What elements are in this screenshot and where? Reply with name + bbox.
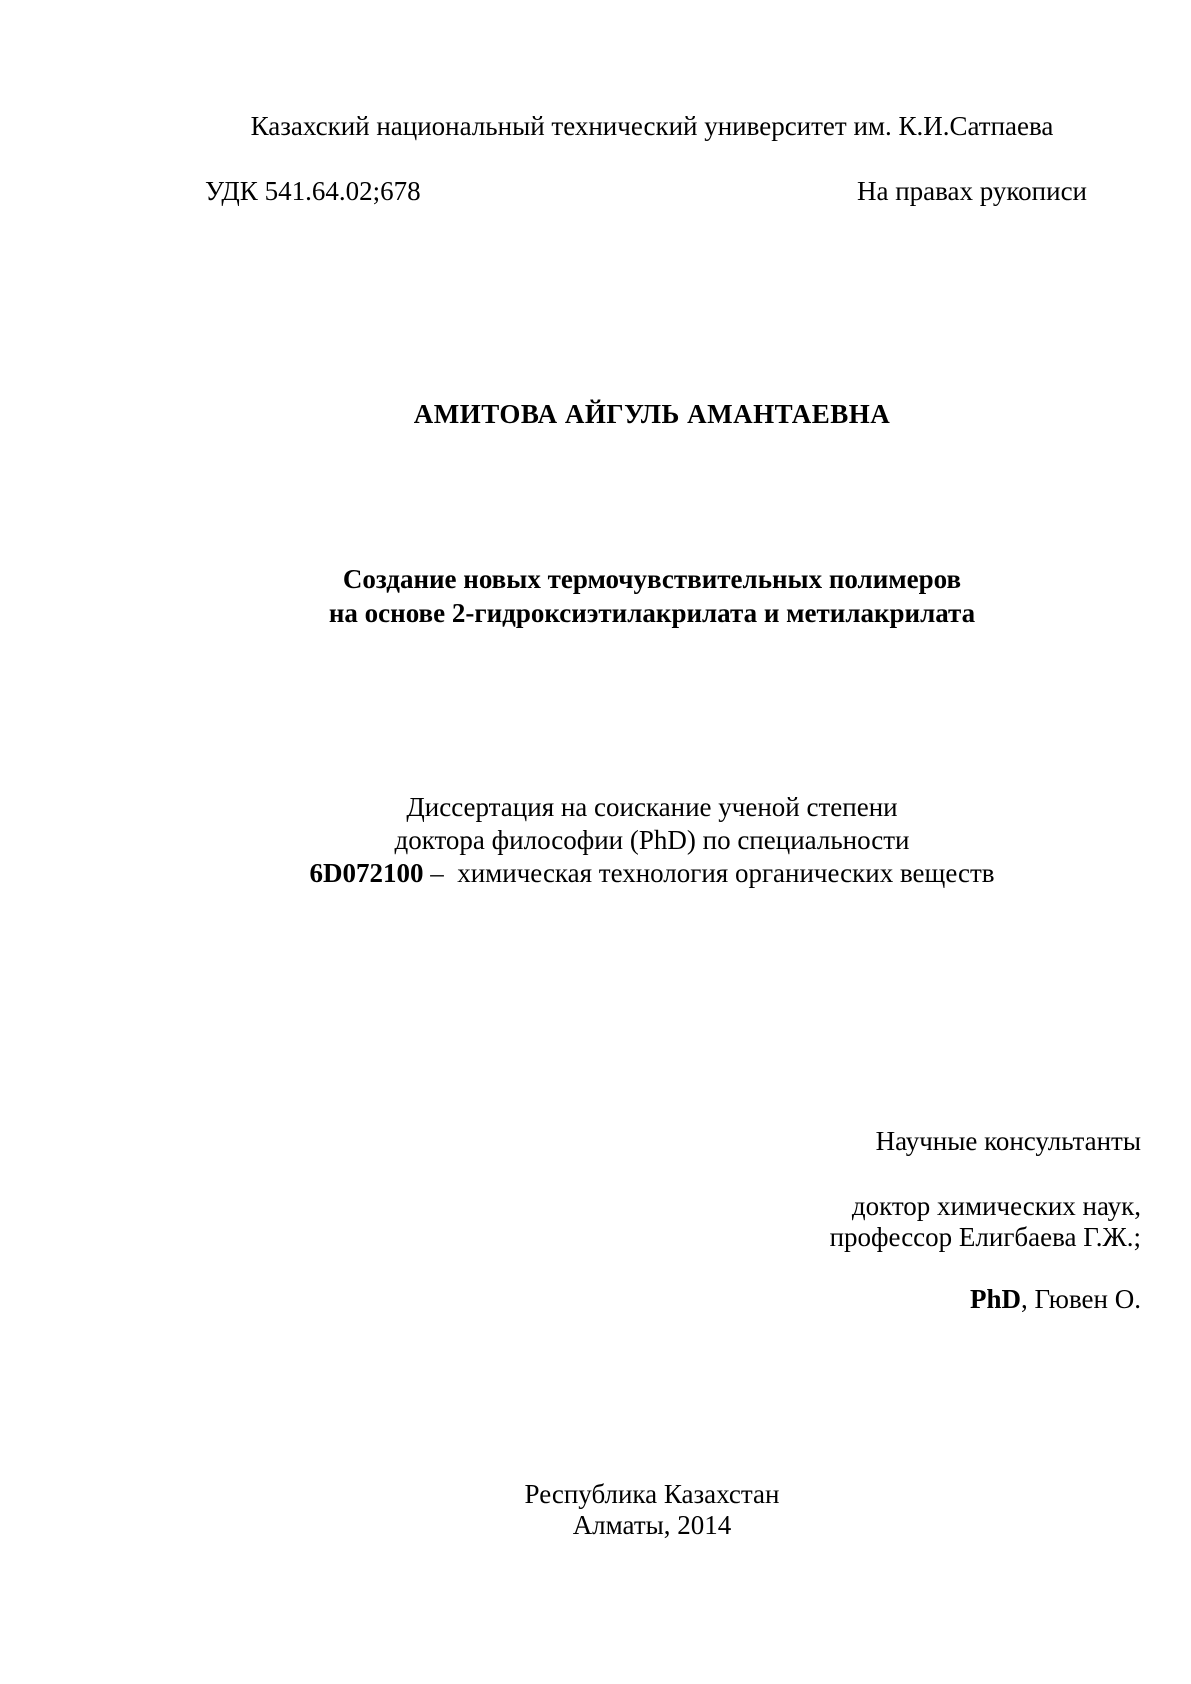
consultant-second-degree: PhD bbox=[970, 1284, 1022, 1314]
consultant-second-name: , Гювен О. bbox=[1021, 1284, 1141, 1314]
consultant-first bbox=[170, 1191, 1141, 1253]
degree-line-1: Диссертация на соискание ученой степени bbox=[406, 792, 898, 822]
consultant-first-name: профессор Елигбаева Г.Ж.; bbox=[829, 1222, 1141, 1252]
udk-code: УДК 541.64.02;678 bbox=[205, 176, 421, 206]
degree-line-2: доктора философии (PhD) по специальности bbox=[394, 825, 910, 855]
consultant-first-degree: доктор химических наук, bbox=[851, 1191, 1141, 1221]
degree-specialty-line bbox=[170, 857, 1134, 890]
footer bbox=[170, 1479, 1134, 1541]
university-name: Казахский национальный технический университет им. К.И.Сатпаева bbox=[250, 111, 1054, 141]
udk-row bbox=[205, 175, 1087, 208]
consultant-second bbox=[170, 1283, 1141, 1316]
footer-country: Республика Казахстан bbox=[524, 1479, 780, 1509]
degree-statement bbox=[170, 791, 1134, 890]
title-line-2: на основе 2-гидроксиэтилакрилата и метилакрилата bbox=[328, 598, 976, 628]
manuscript-rights-note: На правах рукописи bbox=[856, 176, 1087, 206]
consultants-heading: Научные консультанты bbox=[875, 1126, 1141, 1156]
footer-city-year: Алматы, 2014 bbox=[572, 1510, 732, 1540]
specialty-name: – химическая технология органических веществ bbox=[423, 858, 995, 888]
title-line-1: Создание новых термочувствительных полимеров bbox=[342, 564, 962, 594]
specialty-code: 6D072100 bbox=[309, 858, 424, 888]
author-name: АМИТОВА АЙГУЛЬ АМАНТАЕВНА bbox=[413, 399, 891, 429]
dissertation-title bbox=[170, 562, 1134, 630]
